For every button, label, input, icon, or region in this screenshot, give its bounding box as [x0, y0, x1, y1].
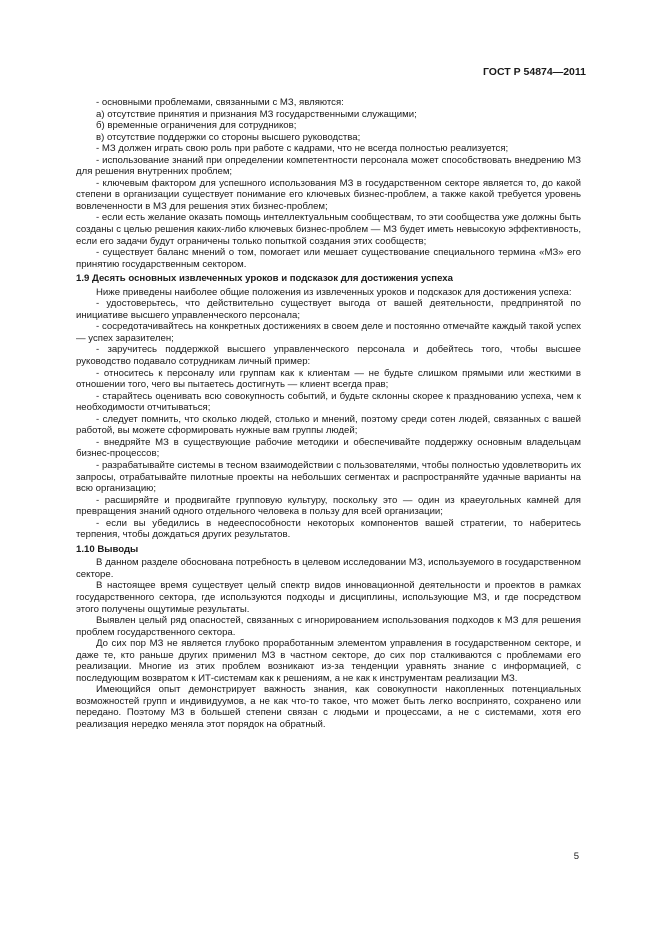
- section-heading: 1.9 Десять основных извлеченных уроков и подсказок для достижения успеха: [76, 273, 453, 285]
- paragraph: - основными проблемами, связанными с МЗ, являются:: [96, 97, 344, 108]
- paragraph: - ключевым фактором для успешного использования МЗ в государственном секторе является то, до какой степени в организации существует понимание его ключевых бизнес-проблем, а также какой требуется уровень вовлеченности в МЗ для решения этих бизнес-проблем;: [76, 177, 581, 212]
- paragraph: - расширяйте и продвигайте групповую культуру, поскольку это — один из краеугольных камней для превращения знаний одного отдельного человека в пользу для всей организации;: [76, 494, 581, 518]
- paragraph: - удостоверьтесь, что действительно существует выгода от вашей деятельности, предпринятой по инициативе высшего управленческого персонала;: [76, 298, 581, 321]
- paragraph: Ниже приведены наиболее общие положения из извлеченных уроков и подсказок для достижения успеха:: [96, 286, 572, 298]
- paragraph: - существует баланс мнений о том, помогает или мешает существование специального термина «МЗ» его принятию государственным сектором.: [76, 247, 581, 270]
- paragraph: - если вы убедились в недееспособности некоторых компонентов вашей стратегии, то наберитесь терпения, чтобы дождаться других результатов.: [76, 517, 581, 541]
- paragraph: В настоящее время существует целый спектр видов инновационной деятельности и проектов в рамках государственного сектора, где используются подходы и дисциплины, использующие МЗ, и где посредством этого получены ощутимые результаты.: [76, 580, 581, 615]
- paragraph: - внедряйте МЗ в существующие рабочие методики и обеспечивайте поддержку основным владельцам бизнес-процессов;: [76, 436, 581, 460]
- paragraph: - разрабатывайте системы в тесном взаимодействии с пользователями, чтобы полностью удовлетворить их запросы, отрабатывайте пилотные проекты на небольших сегментах и распространяйте удачные варианты на всю организацию;: [76, 459, 581, 495]
- paragraph: - сосредотачивайтесь на конкретных достижениях в своем деле и постоянно отмечайте каждый такой успех — успех заразителен;: [76, 321, 581, 344]
- paragraph: До сих пор МЗ не является глубоко проработанным элементом управления в государственном секторе, и даже те, кто раньше других применил МЗ в частном секторе, до сих пор сталкиваются с проблемами его реализации. Многие из этих проблем возникают из-за тенденции уравнять знание с информацией, с последующим возвратом к ИТ-системам как к решениям, а не как к инструментам реализации МЗ.: [76, 638, 581, 684]
- paragraph: В данном разделе обоснована потребность в целевом исследовании МЗ, используемого в государственном секторе.: [76, 557, 581, 580]
- paragraph: б) временные ограничения для сотрудников;: [96, 120, 297, 132]
- paragraph: в) отсутствие поддержки со стороны высшего руководства;: [96, 131, 361, 143]
- paragraph: Имеющийся опыт демонстрирует важность знания, как совокупности накопленных потенциальных возможностей групп и индивидуумов, а не как что-то такое, что может быть легко воспринято, сохранено или передано. Поэтому МЗ в большей степени связан с людьми и процессами, а не с системами, хотя его реализация нередко меняла этот порядок на обратный.: [76, 684, 581, 730]
- paragraph: - следует помнить, что сколько людей, столько и мнений, поэтому среди сотен людей, связанных с вашей работой, вы можете сформировать нужные вам группы людей;: [76, 413, 581, 437]
- page-number: 5: [573, 851, 579, 862]
- paragraph: а) отсутствие принятия и признания МЗ государственными служащими;: [96, 108, 417, 120]
- paragraph: Выявлен целый ряд опасностей, связанных с игнорированием использования подходов к МЗ для решения проблем государственного сектора.: [76, 615, 581, 638]
- document-body: [76, 97, 581, 731]
- paragraph: - старайтесь оценивать всю совокупность событий, и будьте склонны скорее к празднованию успеха, чем к необходимости отчитываться;: [76, 390, 581, 414]
- section-heading: 1.10 Выводы: [76, 543, 139, 555]
- paragraph: - МЗ должен играть свою роль при работе с кадрами, что не всегда полностью реализуется;: [96, 143, 509, 155]
- paragraph: - использование знаний при определении компетентности персонала может способствовать внедрению МЗ для решения внутренних проблем;: [76, 154, 581, 178]
- paragraph: - заручитесь поддержкой высшего управленческого персонала и добейтесь того, чтобы высшее руководство подавало сотрудникам личный пример:: [76, 344, 581, 368]
- paragraph: - если есть желание оказать помощь интеллектуальным сообществам, то эти сообщества уже должны быть созданы с целью решения каких-либо ключевых бизнес-проблем — МЗ будет иметь невысокую эффективность, если его задачи будут ограничены только попыткой создания этих сообществ;: [76, 212, 581, 247]
- document-code: ГОСТ Р 54874—2011: [482, 66, 586, 78]
- paragraph: - относитесь к персоналу или группам как к клиентам — не будьте слишком прямыми или жесткими в отношении того, чего вы пытаетесь достигнуть — клиент всегда прав;: [76, 367, 581, 391]
